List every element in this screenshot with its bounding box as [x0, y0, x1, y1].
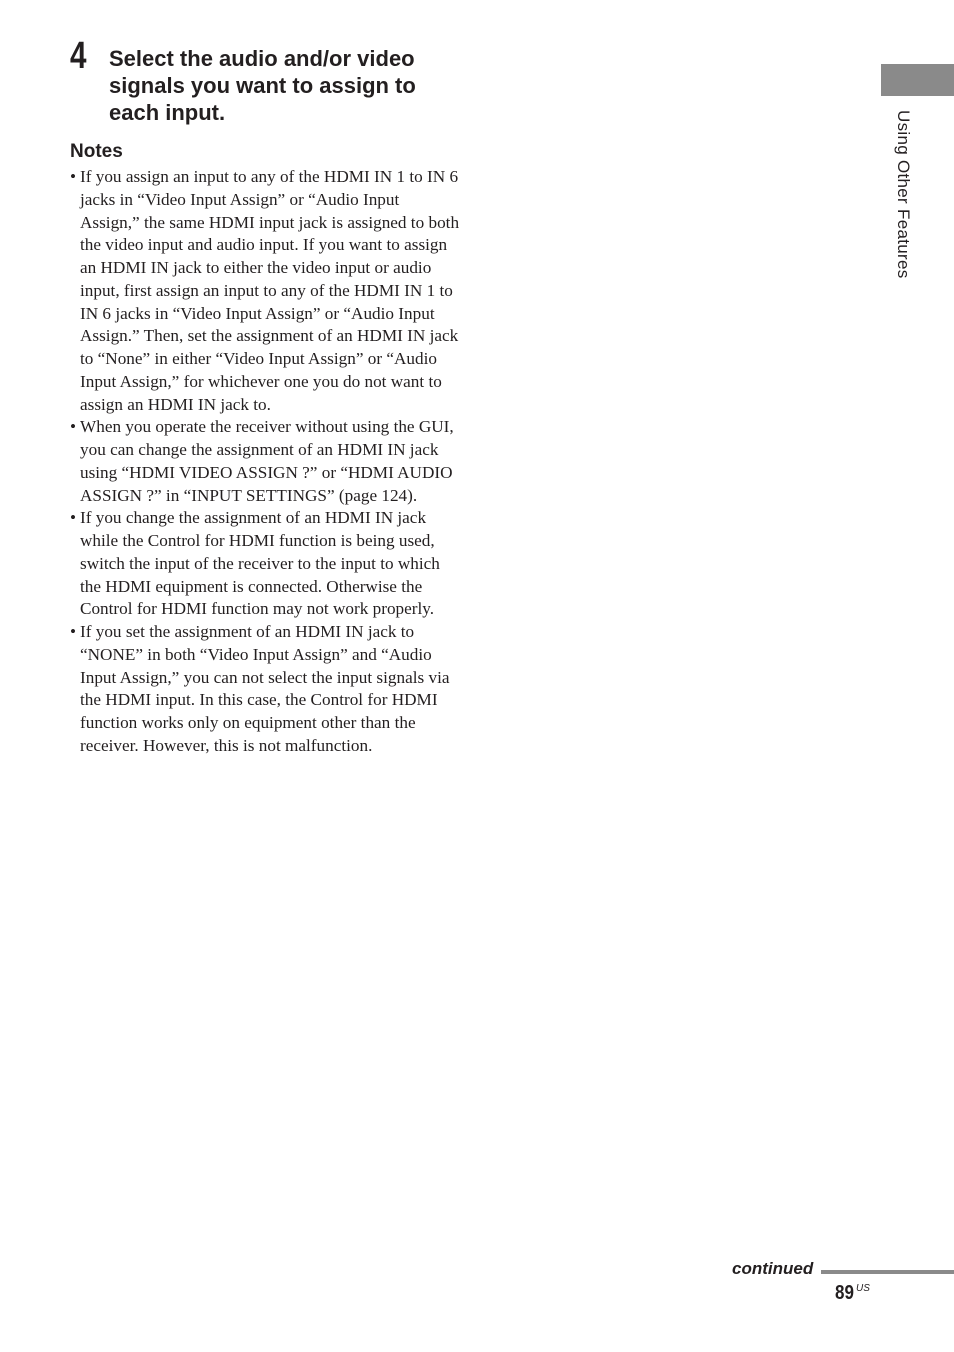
continued-label: continued [732, 1259, 814, 1278]
bullet-icon: • [70, 622, 77, 641]
step-number: 4 [70, 35, 87, 77]
continued-bar [821, 1270, 954, 1274]
notes-heading: Notes [70, 141, 123, 162]
bullet-icon: • [70, 167, 77, 186]
note-text: If you assign an input to any of the HDMI IN 1 to IN 6 jacks in “Video Input Assign” or “Audio Input Assign,” the same HDMI input jack is assigned to both the video input and audio input. If you want to assign an HDMI IN jack to either the video input or audio input, first assign an input to any of the HDMI IN 1 to IN 6 jacks in “Video Input Assign” or “Audio Input Assign.” Then, set the assignment of an HDMI IN jack to “None” in either “Video Input Assign” or “Audio Input Assign,” for whichever one you do not want to assign an HDMI IN jack to. [80, 167, 460, 414]
note-item [70, 166, 460, 416]
notes-section [70, 140, 460, 758]
note-text: If you set the assignment of an HDMI IN jack to “NONE” in both “Video Input Assign” and “Audio Input Assign,” you can not select the input signals via the HDMI input. In this case, the Control for HDMI function works only on equipment other than the receiver. However, this is not malfunction. [80, 622, 450, 755]
note-item [70, 621, 460, 758]
bullet-icon: • [70, 417, 77, 437]
section-side-label: Using Other Features [894, 110, 913, 279]
step-title: Select the audio and/or video signals you want to assign to each input. [109, 46, 416, 125]
bullet-icon: • [70, 508, 77, 528]
page-number-suffix: US [856, 1283, 870, 1294]
note-item [70, 507, 460, 621]
notes-list [70, 166, 460, 758]
page-number: 89 [835, 1282, 854, 1304]
note-text: If you change the assignment of an HDMI IN jack while the Control for HDMI function is being used, switch the input of the receiver to the input to which the HDMI equipment is connected. Otherwise the Control for HDMI function may not work properly. [80, 508, 440, 619]
note-item [70, 416, 460, 507]
note-text: When you operate the receiver without using the GUI, you can change the assignment of an HDMI IN jack using “HDMI VIDEO ASSIGN ?” or “HDMI AUDIO ASSIGN ?” in “INPUT SETTINGS” (page 124). [80, 417, 454, 505]
section-tab-marker [881, 64, 954, 96]
